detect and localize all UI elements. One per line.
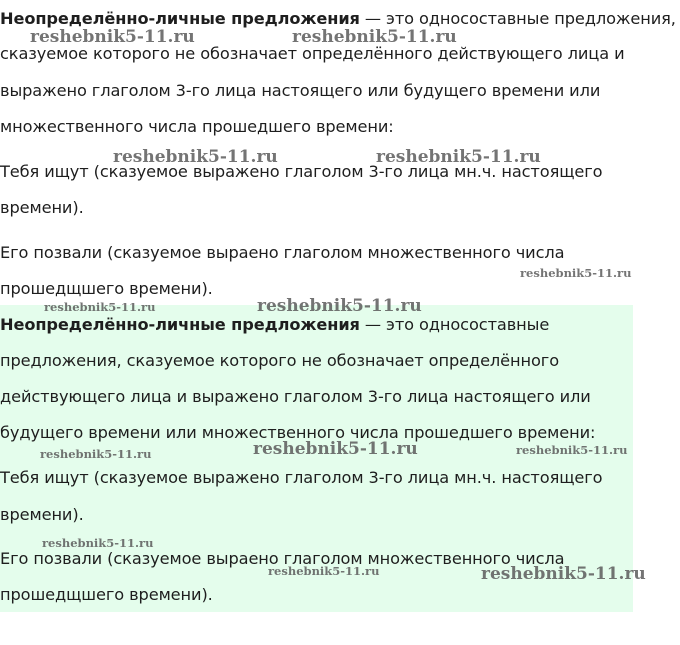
definition-term: Неопределённо-личные предложения (0, 315, 360, 334)
definition-line: Неопределённо-личные предложения — это односоставные (0, 315, 550, 334)
example-line: Тебя ищут (сказуемое выражено глаголом 3-го лица мн.ч. настоящего (0, 162, 603, 181)
watermark: reshebnik5-11.ru (481, 564, 646, 584)
example-line: прошедщшего времени). (0, 585, 213, 604)
example-line: Его позвали (сказуемое выраено глаголом множественного числа (0, 243, 565, 262)
watermark: reshebnik5-11.ru (113, 147, 278, 167)
example-line: Его позвали (сказуемое выраено глаголом множественного числа (0, 549, 565, 568)
definition-line: выражено глаголом 3-го лица настоящего или будущего времени или (0, 81, 601, 100)
watermark: reshebnik5-11.ru (376, 147, 541, 167)
watermark: reshebnik5-11.ru (44, 300, 156, 314)
definition-line: сказуемое которого не обозначает определённого действующего лица и (0, 44, 625, 63)
watermark: reshebnik5-11.ru (292, 27, 457, 47)
definition-line: будущего времени или множественного числа прошедшего времени: (0, 423, 596, 442)
watermark: reshebnik5-11.ru (257, 296, 422, 316)
example-line: прошедщшего времени). (0, 279, 213, 298)
watermark: reshebnik5-11.ru (30, 27, 195, 47)
watermark: reshebnik5-11.ru (268, 564, 380, 578)
example-line: времени). (0, 198, 84, 217)
definition-line: Неопределённо-личные предложения — это односоставные предложения, (0, 9, 676, 28)
watermark: reshebnik5-11.ru (40, 447, 152, 461)
definition-line: действующего лица и выражено глаголом 3-го лица настоящего или (0, 387, 591, 406)
watermark: reshebnik5-11.ru (42, 536, 154, 550)
definition-line: предложения, сказуемое которого не обозначает определённого (0, 351, 560, 370)
watermark: reshebnik5-11.ru (516, 443, 628, 457)
definition-line: множественного числа прошедшего времени: (0, 117, 394, 136)
example-line: Тебя ищут (сказуемое выражено глаголом 3-го лица мн.ч. настоящего (0, 468, 603, 487)
watermark: reshebnik5-11.ru (253, 439, 418, 459)
definition-term: Неопределённо-личные предложения (0, 9, 360, 28)
example-line: времени). (0, 505, 84, 524)
watermark: reshebnik5-11.ru (520, 266, 632, 280)
